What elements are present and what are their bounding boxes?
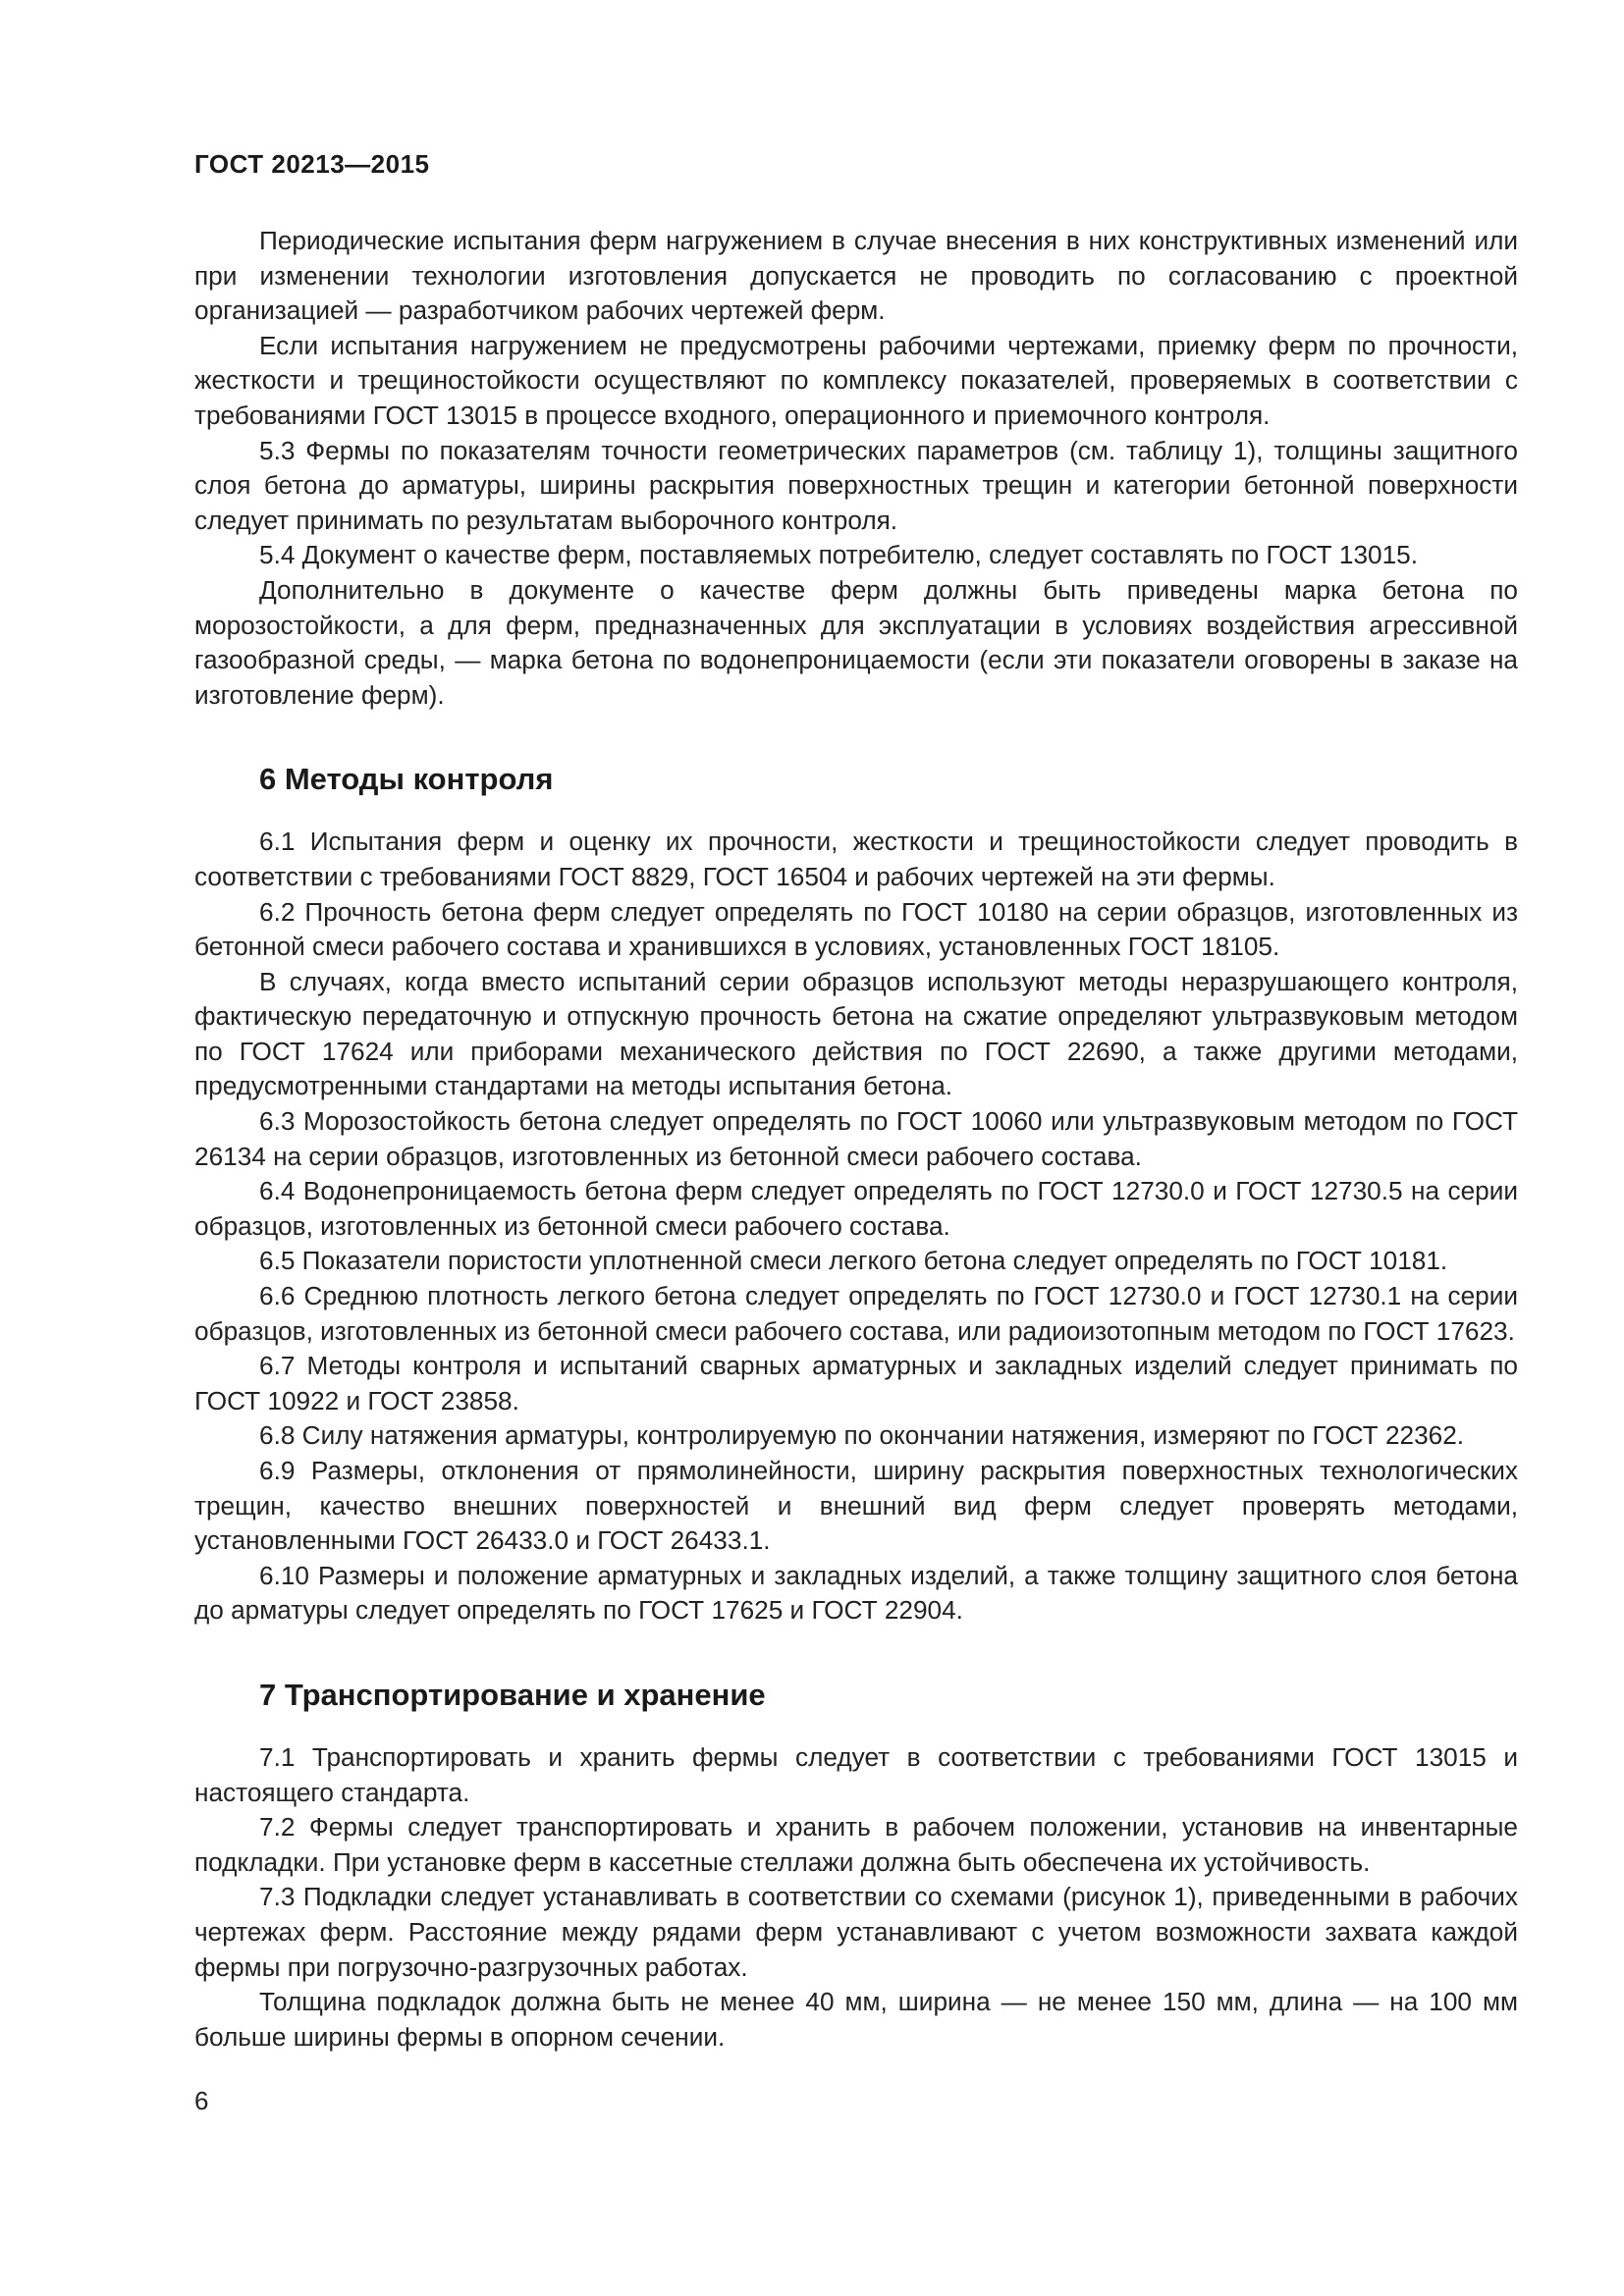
paragraph: 5.4 Документ о качестве ферм, поставляемых потребителю, следует составлять по ГОСТ 13015. — [259, 540, 1419, 570]
paragraph: 6.10 Размеры и положение арматурных и закладных изделий, а также толщину защитного слоя бетона до арматуры следует определять по ГОСТ 17625 и ГОСТ 22904. — [194, 1560, 1518, 1626]
intro-block — [194, 224, 1518, 713]
paragraph: 6.6 Среднюю плотность легкого бетона следует определять по ГОСТ 12730.0 и ГОСТ 12730.1 на серии образцов, изготовленных из бетонной смеси рабочего состава, или радиоизотопным методом по ГОСТ 17623. — [194, 1281, 1518, 1346]
paragraph: Дополнительно в документе о качестве ферм должны быть приведены марка бетона по морозостойкости, а для ферм, предназначенных для эксплуатации в условиях воздействия агрессивной газообразной среды, — марка бетона по водонепроницаемости (если эти показатели оговорены в заказе на изготовление ферм). — [194, 574, 1518, 710]
paragraph: 7.3 Подкладки следует устанавливать в соответствии со схемами (рисунок 1), приведенными в рабочих чертежах ферм. Расстояние между рядами ферм устанавливают с учетом возможности захвата каждой фермы при погрузочно-разгрузочных работах. — [194, 1882, 1518, 1982]
section-7-heading: 7 Транспортирование и хранение — [259, 1677, 766, 1712]
paragraph: 6.2 Прочность бетона ферм следует определять по ГОСТ 10180 на серии образцов, изготовленных из бетонной смеси рабочего состава и хранившихся в условиях, установленных ГОСТ 18105. — [194, 896, 1518, 962]
paragraph: В случаях, когда вместо испытаний серии образцов используют методы неразрушающего контроля, фактическую передаточную и отпускную прочность бетона на сжатие определяют ультразвуковым методом по ГОСТ 17624 или приборами механического действия по ГОСТ 22690, а также другими методами, предусмотренными стандартами на методы испытания бетона. — [194, 966, 1518, 1101]
paragraph: Толщина подкладок должна быть не менее 40 мм, ширина — не менее 150 мм, длина — на 100 мм больше ширины фермы в опорном сечении. — [194, 1987, 1518, 2052]
paragraph: Периодические испытания ферм нагружением в случае внесения в них конструктивных изменений или при изменении технологии изготовления допускается не проводить по согласованию с проектной организацией — разработчиком рабочих чертежей ферм. — [194, 226, 1518, 326]
standard-header: ГОСТ 20213—2015 — [194, 149, 430, 179]
section-7 — [194, 1678, 1518, 2055]
page-content — [194, 224, 1518, 2055]
paragraph: 7.1 Транспортировать и хранить фермы следует в соответствии с требованиями ГОСТ 13015 и настоящего стандарта. — [194, 1741, 1518, 1807]
paragraph: 5.3 Фермы по показателям точности геометрических параметров (см. таблицу 1), толщины защитного слоя бетона до арматуры, ширины раскрытия поверхностных трещин и категории бетонной поверхности следует принимать по результатам выборочного контроля. — [194, 435, 1518, 535]
paragraph: Если испытания нагружением не предусмотрены рабочими чертежами, приемку ферм по прочности, жесткости и трещиностойкости осуществляют по комплексу показателей, проверяемых в соответствии с требованиями ГОСТ 13015 в процессе входного, операционного и приемочного контроля. — [194, 330, 1518, 430]
section-6 — [194, 762, 1518, 1629]
paragraph: 6.7 Методы контроля и испытаний сварных арматурных и закладных изделий следует принимать по ГОСТ 10922 и ГОСТ 23858. — [194, 1351, 1518, 1415]
paragraph: 6.3 Морозостойкость бетона следует определять по ГОСТ 10060 или ультразвуковым методом по ГОСТ 26134 на серии образцов, изготовленных из бетонной смеси рабочего состава. — [194, 1106, 1518, 1171]
paragraph: 6.8 Силу натяжения арматуры, контролируемую по окончании натяжения, измеряют по ГОСТ 22362. — [259, 1420, 1465, 1451]
paragraph: 6.1 Испытания ферм и оценку их прочности, жесткости и трещиностойкости следует проводить в соответствии с требованиями ГОСТ 8829, ГОСТ 16504 и рабочих чертежей на эти фермы. — [194, 827, 1518, 891]
page-number: 6 — [194, 2086, 209, 2115]
paragraph: 6.4 Водонепроницаемость бетона ферм следует определять по ГОСТ 12730.0 и ГОСТ 12730.5 на серии образцов, изготовленных из бетонной смеси рабочего состава. — [194, 1176, 1518, 1241]
section-6-heading: 6 Методы контроля — [259, 762, 554, 797]
paragraph: 6.5 Показатели пористости уплотненной смеси легкого бетона следует определять по ГОСТ 10181. — [259, 1246, 1448, 1276]
paragraph: 7.2 Фермы следует транспортировать и хранить в рабочем положении, установив на инвентарные подкладки. При установке ферм в кассетные стеллажи должна быть обеспечена их устойчивость. — [194, 1812, 1518, 1877]
paragraph: 6.9 Размеры, отклонения от прямолинейности, ширину раскрытия поверхностных технологических трещин, качество внешних поверхностей и внешний вид ферм следует проверять методами, установленными ГОСТ 26433.0 и ГОСТ 26433.1. — [194, 1456, 1518, 1556]
